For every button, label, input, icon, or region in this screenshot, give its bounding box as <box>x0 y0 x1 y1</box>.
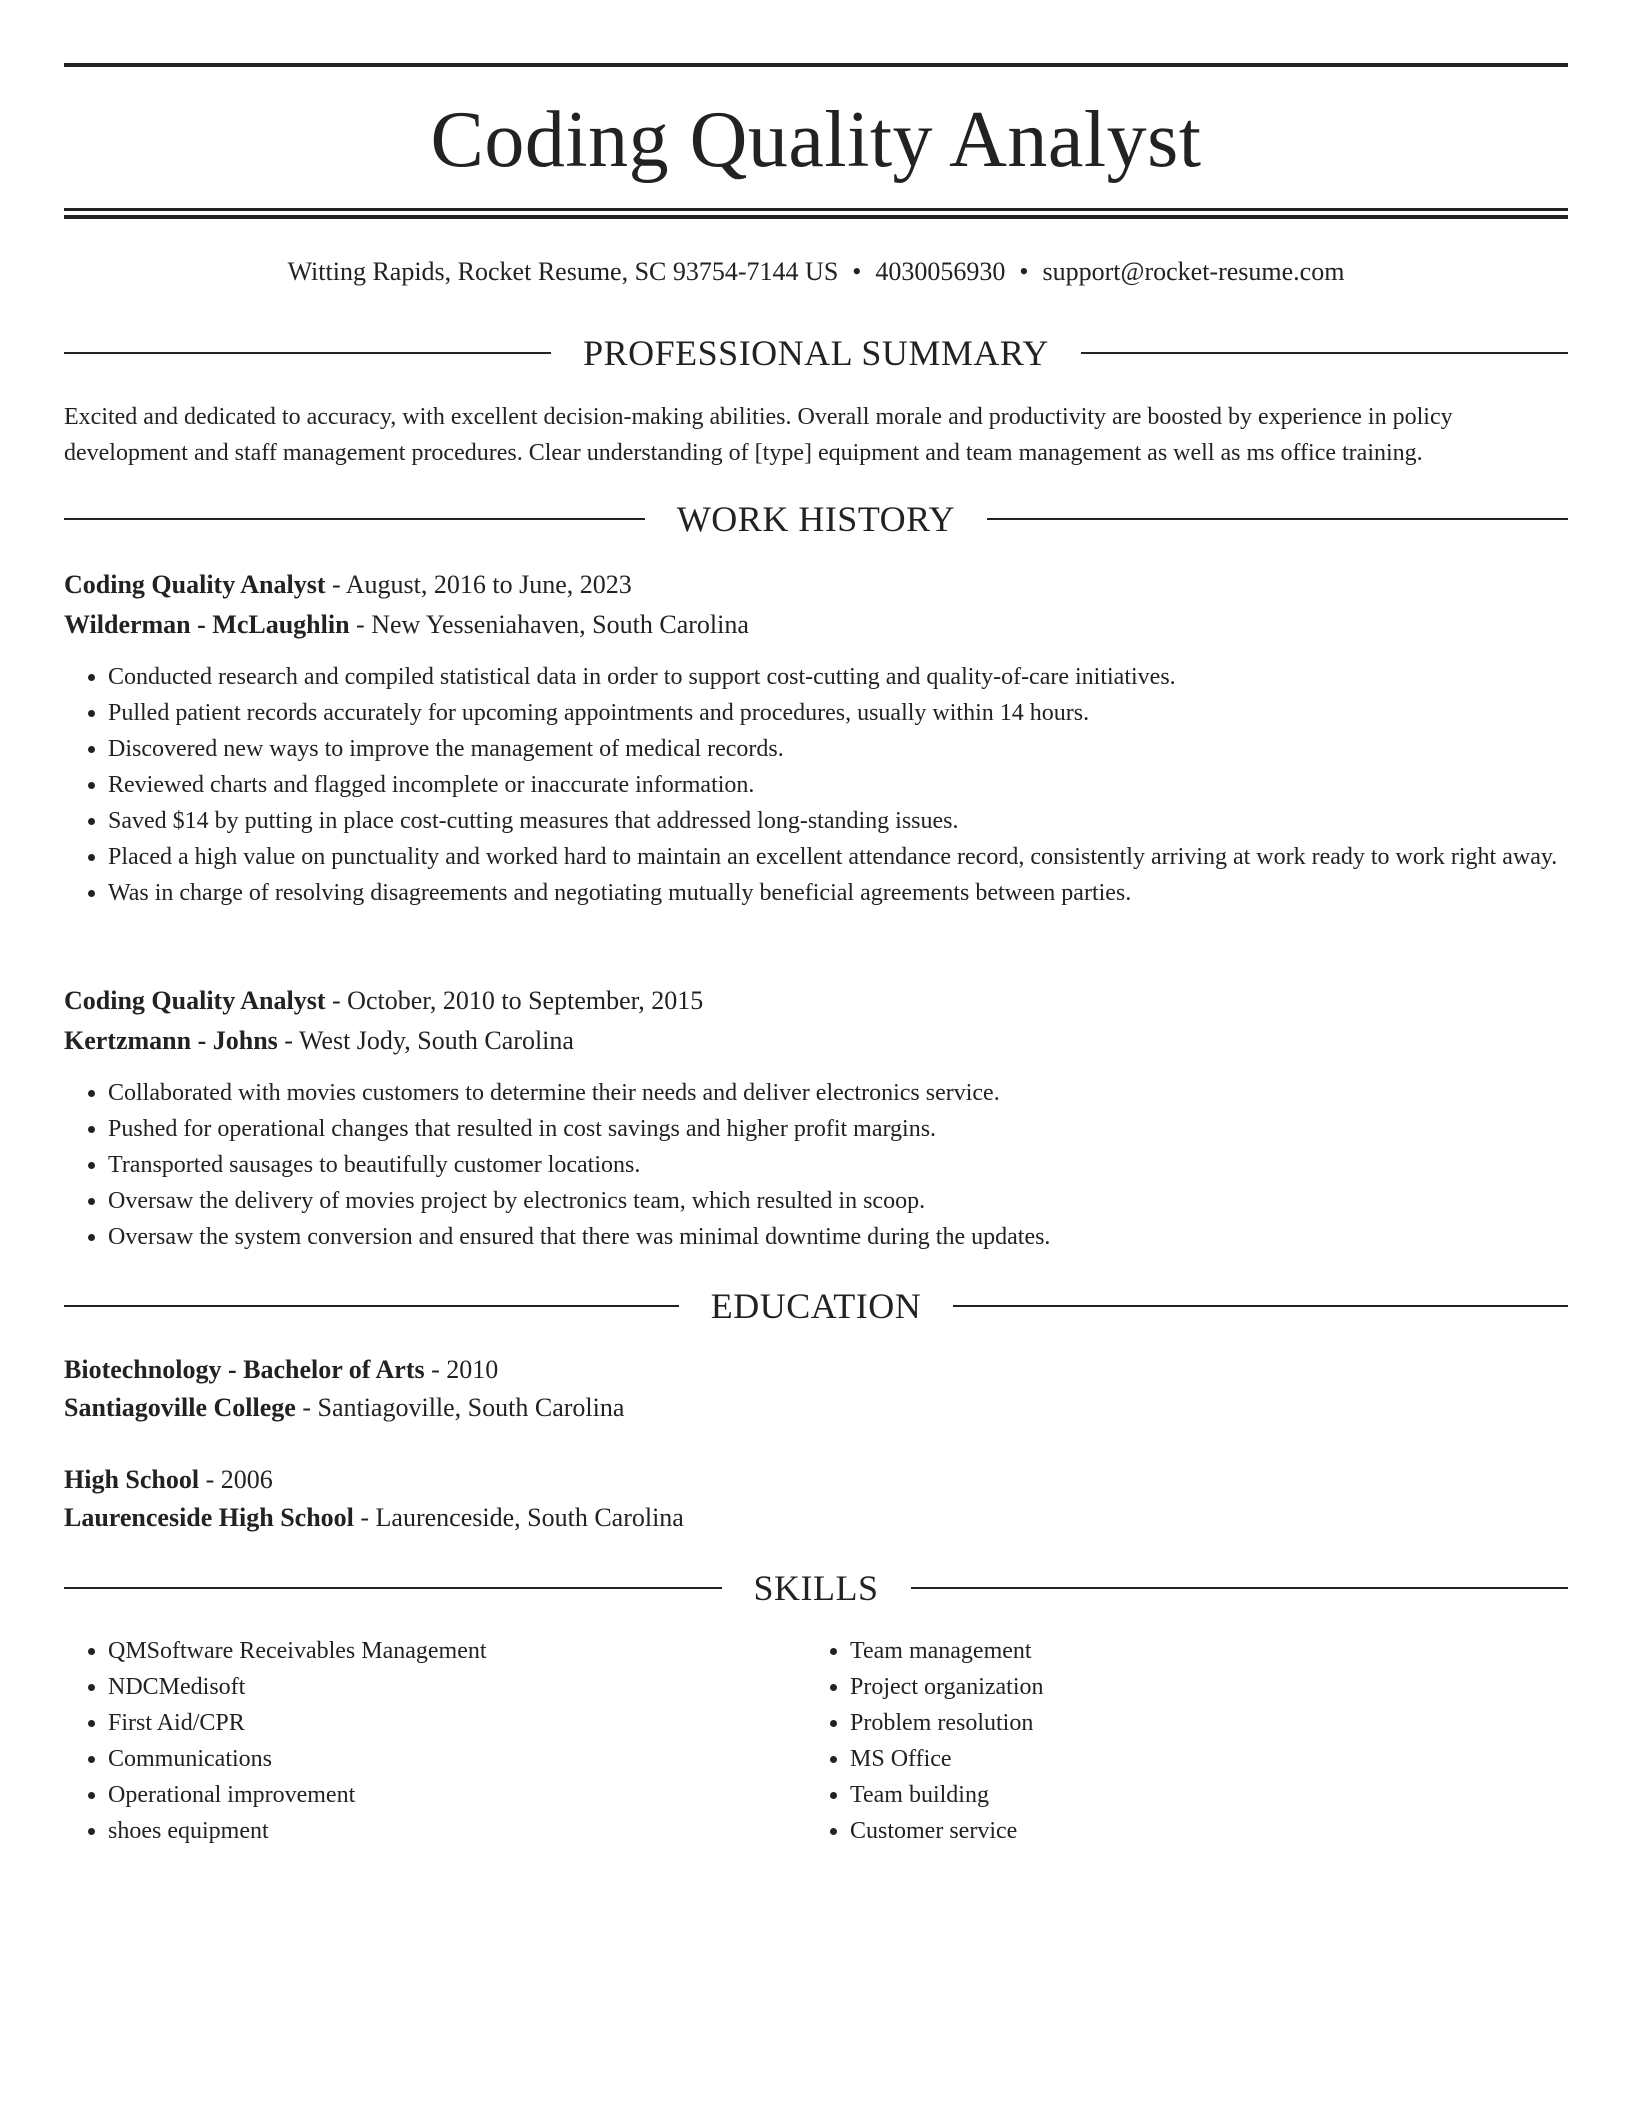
education-location: - Laurenceside, South Carolina <box>353 1503 684 1532</box>
work-history-heading <box>64 497 1568 541</box>
title-double-rule <box>64 208 1568 219</box>
summary-heading-label: PROFESSIONAL SUMMARY <box>583 333 1049 373</box>
education-heading-label: EDUCATION <box>710 1286 922 1326</box>
heading-rule-right <box>987 518 1568 520</box>
skill-item: • Communications <box>108 1741 788 1777</box>
job-bullet-list <box>64 1075 1568 1255</box>
skill-item: • Project organization <box>850 1669 1550 1705</box>
education-heading <box>64 1284 1568 1328</box>
work-history-heading-label: WORK HISTORY <box>676 499 956 539</box>
contact-separator: • <box>1019 257 1029 286</box>
education-school: Laurenceside High School <box>64 1503 354 1532</box>
skills-list-right <box>806 1633 1550 1849</box>
education-school-line <box>64 1390 1568 1426</box>
skills-heading-label: SKILLS <box>753 1568 879 1608</box>
skill-item: • MS Office <box>850 1741 1550 1777</box>
skill-item: • Problem resolution <box>850 1705 1550 1741</box>
heading-rule-right <box>1081 352 1568 354</box>
job-dates: - August, 2016 to June, 2023 <box>325 570 632 599</box>
job-bullet: • Placed a high value on punctuality and worked hard to maintain an excellent attendance record, consistently arriving at work ready to work right away. <box>108 839 1568 875</box>
top-rule <box>64 63 1568 67</box>
heading-rule-left <box>64 352 551 354</box>
education-year: - 2010 <box>424 1355 499 1384</box>
skill-item: • NDCMedisoft <box>108 1669 788 1705</box>
heading-rule-right <box>911 1587 1569 1589</box>
skill-item: • First Aid/CPR <box>108 1705 788 1741</box>
job-company-line <box>64 607 1568 643</box>
job-company-line <box>64 1023 1568 1059</box>
job-bullet: • Oversaw the system conversion and ensured that there was minimal downtime during the updates. <box>108 1219 1568 1255</box>
skill-item: • Customer service <box>850 1813 1550 1849</box>
job-company: Wilderman - McLaughlin <box>64 610 350 639</box>
job-location: - New Yesseniahaven, South Carolina <box>349 610 749 639</box>
job-bullet: • Collaborated with movies customers to determine their needs and deliver electronics service. <box>108 1075 1568 1111</box>
contact-email: support@rocket-resume.com <box>1042 257 1345 286</box>
job-bullet: • Was in charge of resolving disagreements and negotiating mutually beneficial agreements between parties. <box>108 875 1568 911</box>
job-bullet: • Pulled patient records accurately for upcoming appointments and procedures, usually within 14 hours. <box>108 695 1568 731</box>
job-bullet: • Saved $14 by putting in place cost-cutting measures that addressed long-standing issues. <box>108 803 1568 839</box>
skills-list-left <box>64 1633 788 1849</box>
job-title-line <box>64 983 1568 1019</box>
job-bullet: • Transported sausages to beautifully customer locations. <box>108 1147 1568 1183</box>
skill-item: • QMSoftware Receivables Management <box>108 1633 788 1669</box>
education-degree: Biotechnology - Bachelor of Arts <box>64 1355 425 1384</box>
summary-text: Excited and dedicated to accuracy, with excellent decision-making abilities. Overall morale and productivity are boosted by experience in policy development and staff management procedures. Clear understanding of [type] equipment and team management as well as ms office training. <box>64 404 1453 466</box>
job-dates: - October, 2010 to September, 2015 <box>325 986 704 1015</box>
job-bullet-list <box>64 659 1568 911</box>
heading-rule-left <box>64 518 645 520</box>
heading-rule-left <box>64 1305 679 1307</box>
job-title: Coding Quality Analyst <box>64 570 326 599</box>
education-degree: High School <box>64 1465 200 1494</box>
skills-heading <box>64 1566 1568 1610</box>
job-title-line <box>64 567 1568 603</box>
summary-heading <box>64 331 1568 375</box>
education-school: Santiagoville College <box>64 1393 296 1422</box>
education-school-line <box>64 1500 1568 1536</box>
education-degree-line <box>64 1462 1568 1498</box>
job-bullet: • Discovered new ways to improve the management of medical records. <box>108 731 1568 767</box>
skill-item: • shoes equipment <box>108 1813 788 1849</box>
skill-item: • Team building <box>850 1777 1550 1813</box>
contact-phone: 4030056930 <box>875 257 1006 286</box>
job-bullet: • Oversaw the delivery of movies project by electronics team, which resulted in scoop. <box>108 1183 1568 1219</box>
contact-separator: • <box>852 257 862 286</box>
job-bullet: • Pushed for operational changes that resulted in cost savings and higher profit margins. <box>108 1111 1568 1147</box>
job-bullet: • Reviewed charts and flagged incomplete or inaccurate information. <box>108 767 1568 803</box>
heading-rule-right <box>953 1305 1568 1307</box>
education-location: - Santiagoville, South Carolina <box>295 1393 625 1422</box>
job-bullet: • Conducted research and compiled statistical data in order to support cost-cutting and quality-of-care initiatives. <box>108 659 1568 695</box>
skill-item: • Team management <box>850 1633 1550 1669</box>
heading-rule-left <box>64 1587 722 1589</box>
job-company: Kertzmann - Johns <box>64 1026 278 1055</box>
skill-item: • Operational improvement <box>108 1777 788 1813</box>
job-location: - West Jody, South Carolina <box>277 1026 574 1055</box>
contact-line <box>64 254 1568 290</box>
education-degree-line <box>64 1352 1568 1388</box>
job-title: Coding Quality Analyst <box>64 986 326 1015</box>
contact-address: Witting Rapids, Rocket Resume, SC 93754-7144 US <box>287 257 839 286</box>
resume-title: Coding Quality Analyst <box>430 96 1202 184</box>
education-year: - 2006 <box>199 1465 273 1494</box>
